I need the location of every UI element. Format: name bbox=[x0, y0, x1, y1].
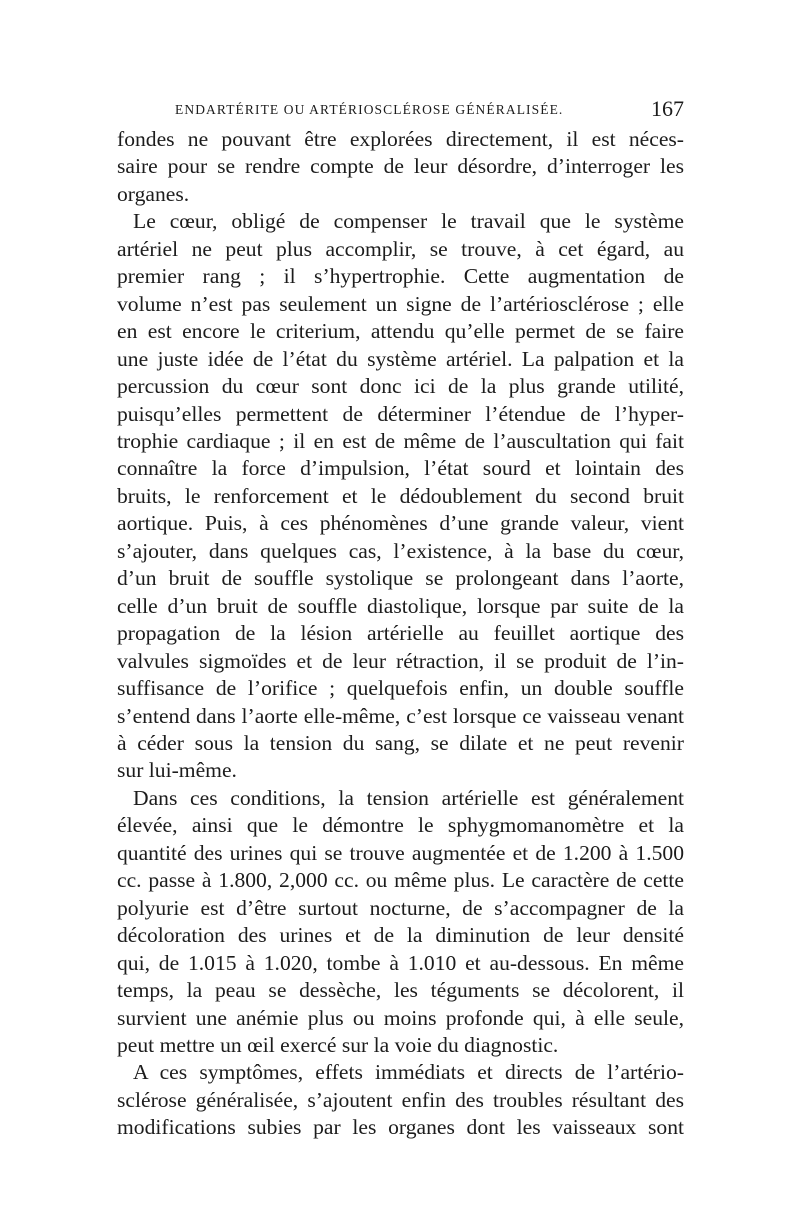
text-line: artériel ne peut plus accomplir, se trouve, à cet égard, au bbox=[117, 236, 684, 261]
text-line: cc. passe à 1.800, 2,000 cc. ou même plus. Le caractère de cette bbox=[117, 868, 684, 893]
text-line: élevée, ainsi que le démontre le sphygmomanomètre et la bbox=[117, 813, 684, 838]
text-line: suffisance de l’orifice ; quelquefois enfin, un double souffle bbox=[117, 676, 684, 701]
text-line: propagation de la lésion artérielle au feuillet aortique des bbox=[117, 621, 684, 646]
text-line: qui, de 1.015 à 1.020, tombe à 1.010 et au-dessous. En même bbox=[117, 950, 684, 975]
text-line: premier rang ; il s’hypertrophie. Cette augmentation de bbox=[117, 264, 684, 289]
text-line: une juste idée de l’état du système artériel. La palpation et la bbox=[117, 346, 684, 371]
paragraph-1 bbox=[117, 126, 684, 208]
paragraph-3 bbox=[117, 785, 684, 1060]
text-line: fondes ne pouvant être explorées directement, il est néces- bbox=[117, 127, 684, 151]
text-line: sur lui-même. bbox=[117, 758, 237, 783]
text-line: Le cœur, obligé de compenser le travail que le système bbox=[133, 209, 684, 234]
text-line: décoloration des urines et de la diminution de leur densité bbox=[117, 923, 684, 948]
text-line: volume n’est pas seulement un signe de l’artériosclérose ; elle bbox=[117, 291, 684, 316]
text-line: celle d’un bruit de souffle diastolique, lorsque par suite de la bbox=[117, 593, 684, 618]
text-line: s’entend dans l’aorte elle-même, c’est lorsque ce vaisseau venant bbox=[117, 703, 684, 728]
text-line: à céder sous la tension du sang, se dilate et ne peut revenir bbox=[117, 730, 684, 755]
text-line: saire pour se rendre compte de leur désordre, d’interroger les bbox=[117, 154, 684, 179]
text-line: trophie cardiaque ; il en est de même de l’auscultation qui fait bbox=[117, 428, 684, 453]
text-line: A ces symptômes, effets immédiats et directs de l’artério- bbox=[133, 1060, 684, 1085]
text-line: s’ajouter, dans quelques cas, l’existence, à la base du cœur, bbox=[117, 538, 684, 563]
text-line: organes. bbox=[117, 181, 190, 206]
text-line: d’un bruit de souffle systolique se prolongeant dans l’aorte, bbox=[117, 566, 684, 591]
text-line: temps, la peau se dessèche, les téguments se décolorent, il bbox=[117, 978, 684, 1003]
body-text bbox=[117, 126, 684, 1142]
running-title: ENDARTÉRITE OU ARTÉRIOSCLÉROSE GÉNÉRALISÉE. bbox=[175, 102, 564, 117]
text-line: aortique. Puis, à ces phénomènes d’une grande valeur, vient bbox=[117, 511, 684, 536]
text-line: valvules sigmoïdes et de leur rétraction, il se produit de l’in- bbox=[117, 648, 684, 673]
text-line: peut mettre un œil exercé sur la voie du diagnostic. bbox=[117, 1032, 559, 1057]
paragraph-2 bbox=[117, 208, 684, 785]
page-number: 167 bbox=[651, 96, 684, 121]
text-line: sclérose généralisée, s’ajoutent enfin des troubles résultant des bbox=[117, 1087, 684, 1112]
text-line: puisqu’elles permettent de déterminer l’étendue de l’hyper- bbox=[117, 401, 684, 426]
text-line: connaître la force d’impulsion, l’état sourd et lointain des bbox=[117, 456, 684, 481]
text-line: Dans ces conditions, la tension artérielle est généralement bbox=[133, 785, 684, 810]
paragraph-4 bbox=[117, 1059, 684, 1141]
text-line: bruits, le renforcement et le dédoublement du second bruit bbox=[117, 483, 684, 508]
text-line: polyurie est d’être surtout nocturne, de s’accompagner de la bbox=[117, 895, 684, 920]
text-line: survient une anémie plus ou moins profonde qui, à elle seule, bbox=[117, 1005, 684, 1030]
text-line: quantité des urines qui se trouve augmentée et de 1.200 à 1.500 bbox=[117, 840, 684, 865]
text-line: modifications subies par les organes dont les vaisseaux sont bbox=[117, 1115, 684, 1140]
text-line: en est encore le criterium, attendu qu’elle permet de se faire bbox=[117, 319, 684, 344]
running-header bbox=[117, 96, 684, 126]
text-line: percussion du cœur sont donc ici de la plus grande utilité, bbox=[117, 374, 684, 399]
